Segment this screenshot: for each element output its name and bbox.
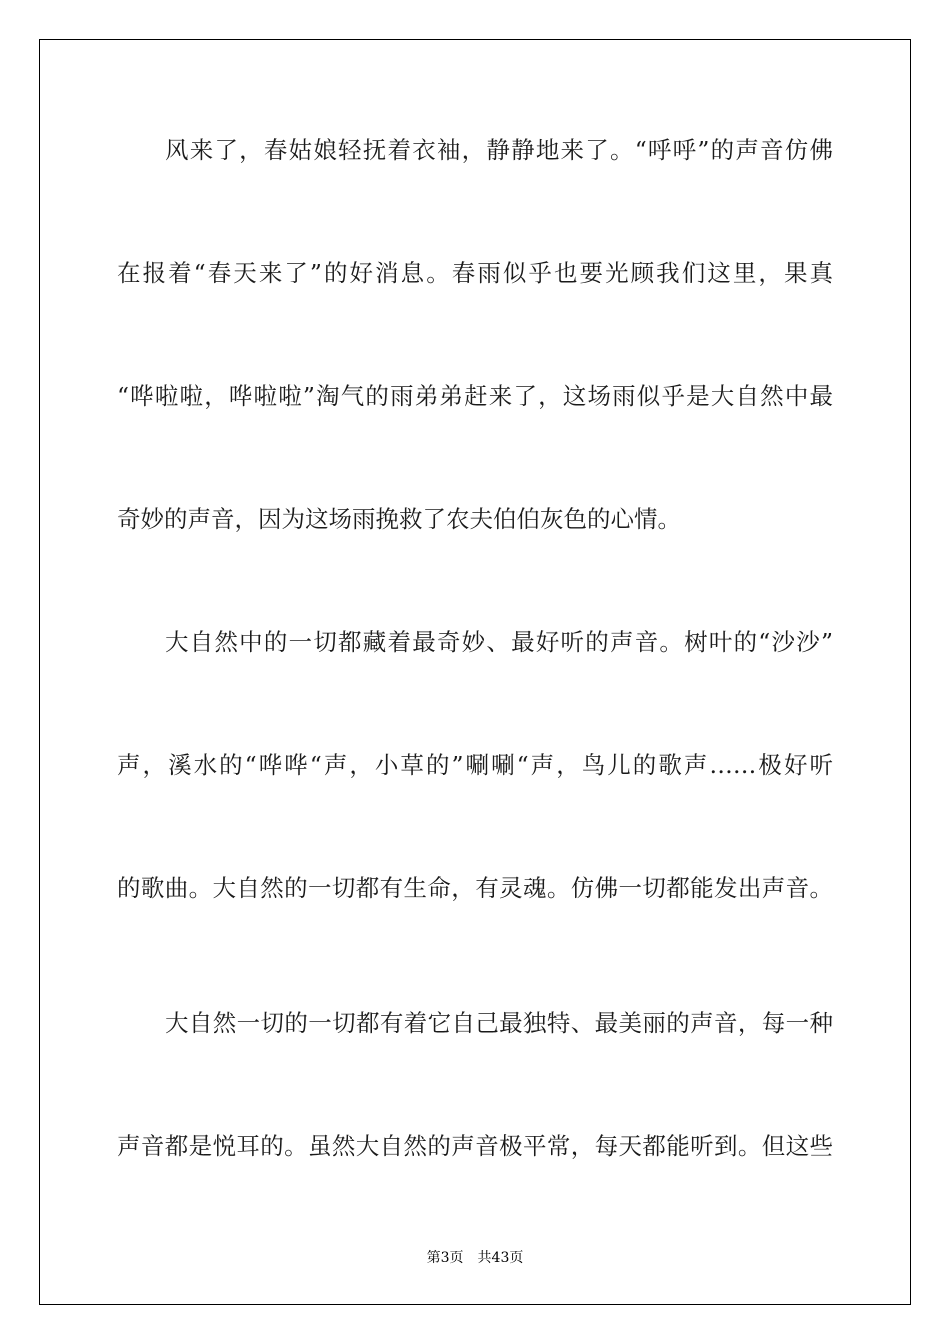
paragraph-2-line-1: 大自然中的一切都藏着最奇妙、最好听的声音。树叶的“沙沙” — [165, 628, 833, 656]
paragraph-1-line-4: 奇妙的声音，因为这场雨挽救了农夫伯伯灰色的心情。 — [117, 505, 681, 533]
page-border — [39, 39, 911, 1305]
total-page-count: 共43页 — [477, 1250, 524, 1266]
page-footer — [0, 1247, 950, 1267]
paragraph-3-line-1: 大自然一切的一切都有着它自己最独特、最美丽的声音，每一种 — [165, 1009, 833, 1037]
paragraph-2-line-3: 的歌曲。大自然的一切都有生命，有灵魂。仿佛一切都能发出声音。 — [117, 874, 833, 902]
paragraph-3-line-2: 声音都是悦耳的。虽然大自然的声音极平常，每天都能听到。但这些 — [117, 1132, 833, 1160]
current-page-number: 第3页 — [426, 1250, 464, 1266]
paragraph-1-line-3: “哗啦啦，哗啦啦”淘气的雨弟弟赶来了，这场雨似乎是大自然中最 — [117, 382, 833, 410]
paragraph-2-line-2: 声，溪水的“哗哗“声，小草的”唰唰“声，鸟儿的歌声……极好听 — [117, 751, 833, 779]
paragraph-1-line-2: 在报着“春天来了”的好消息。春雨似乎也要光顾我们这里，果真 — [117, 259, 833, 287]
paragraph-1-line-1: 风来了，春姑娘轻抚着衣袖，静静地来了。“呼呼”的声音仿佛 — [165, 136, 833, 164]
